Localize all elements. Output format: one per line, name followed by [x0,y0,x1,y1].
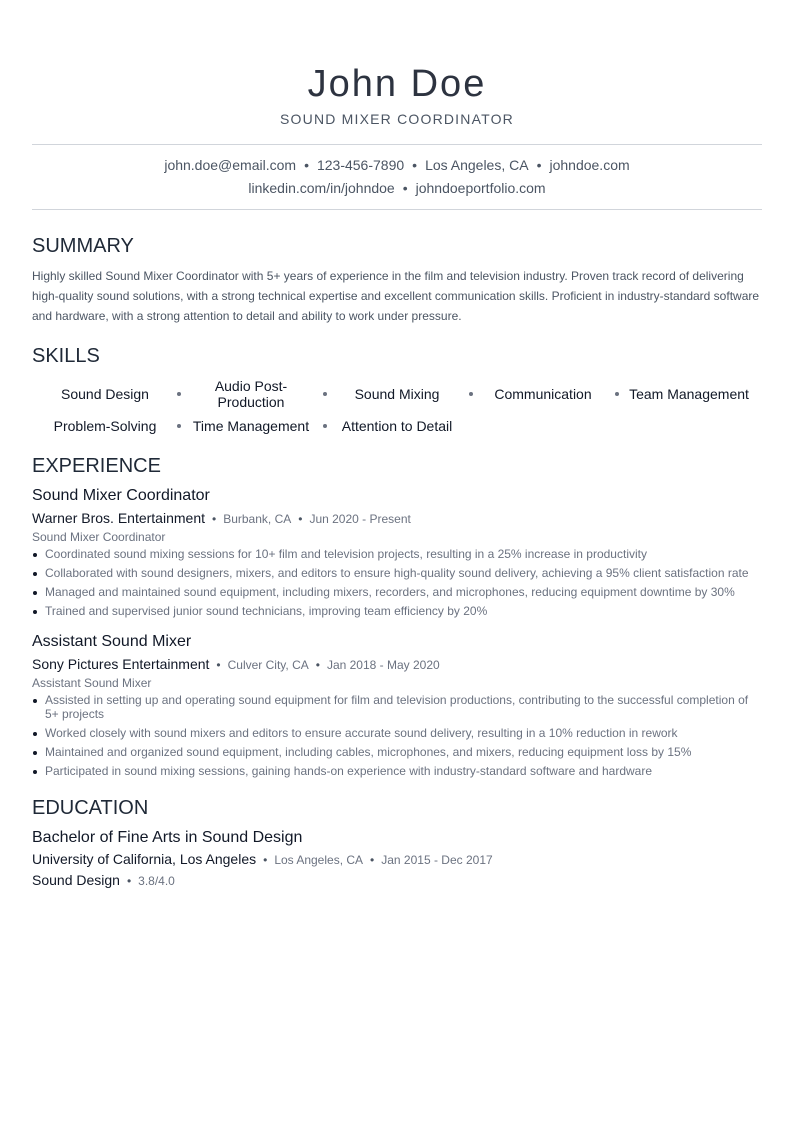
separator-dot: • [126,874,132,888]
phone-number: 123-456-7890 [316,157,405,173]
linkedin-link[interactable]: linkedin.com/in/johndoe [248,180,395,196]
list-item: Managed and maintained sound equipment, including mixers, recorders, and microphones, reducing equipment downtime by 30% [32,585,762,599]
separator-dot: • [216,658,221,672]
contact-info [32,144,762,210]
summary-heading: SUMMARY [32,235,134,257]
skill-item [178,414,324,438]
separator-dot: • [304,157,309,173]
education-section [32,796,762,890]
separator-dot: • [315,658,320,672]
separator-dot: • [412,157,418,173]
candidate-name: John Doe [307,63,487,105]
skill-label: Problem-Solving [53,418,157,434]
skills-section [32,344,762,438]
job-entry [32,486,762,618]
education-heading: EDUCATION [32,797,149,819]
job-subtitle: Sound Mixer Coordinator [32,530,166,544]
job-subtitle: Assistant Sound Mixer [32,676,152,690]
education-dates: Jan 2015 - Dec 2017 [381,853,493,867]
skills-heading: SKILLS [32,345,100,367]
education-meta [32,850,762,869]
job-meta [32,655,762,674]
skill-item [470,378,616,410]
location: Los Angeles, CA [425,157,529,173]
separator-dot: • [212,512,217,526]
school-location: Los Angeles, CA [274,853,364,867]
email-link[interactable]: john.doe@email.com [164,157,297,173]
company-name: Sony Pictures Entertainment [32,656,210,672]
job-bullets [32,693,762,778]
separator-dot: • [298,512,303,526]
skill-label: Team Management [629,386,749,402]
skill-label: Attention to Detail [341,418,453,434]
skill-item [324,414,470,438]
separator-dot: • [263,853,268,867]
skill-label: Sound Mixing [354,386,440,402]
contact-line-1 [32,154,762,177]
company-name: Warner Bros. Entertainment [32,510,205,526]
separator-dot: • [536,157,542,173]
job-meta [32,509,762,528]
list-item: Participated in sound mixing sessions, gaining hands-on experience with industry-standard software and hardware [32,764,762,778]
website-link[interactable]: johndoe.com [549,157,630,173]
skill-item [178,378,324,410]
list-item: Assisted in setting up and operating sound equipment for film and television productions, contributing to the successful completion of 5+ projects [32,693,762,721]
skill-label: Communication [494,386,592,402]
school-name: University of California, Los Angeles [32,851,257,867]
job-dates: Jan 2018 - May 2020 [326,658,440,672]
portfolio-link[interactable]: johndoeportfolio.com [415,180,546,196]
job-entry [32,632,762,778]
job-location: Burbank, CA [223,512,292,526]
skill-label: Time Management [192,418,310,434]
list-item: Worked closely with sound mixers and editors to ensure accurate sound delivery, resulting in a 10% reduction in rework [32,726,762,740]
contact-line-2 [32,177,762,200]
skill-item [32,414,178,438]
skill-label: Audio Post-Production [214,378,288,410]
list-item: Maintained and organized sound equipment, including cables, microphones, and mixers, reducing equipment loss by 15% [32,745,762,759]
job-role: Sound Mixer Coordinator [32,487,210,504]
gpa-value: 3.8/4.0 [138,874,175,888]
education-major-line [32,871,762,890]
list-item: Collaborated with sound designers, mixers, and editors to ensure high-quality sound delivery, achieving a 95% client satisfaction rate [32,566,762,580]
separator-dot: • [370,853,375,867]
skill-item [616,378,762,410]
candidate-title: SOUND MIXER COORDINATOR [280,111,514,127]
degree-title: Bachelor of Fine Arts in Sound Design [32,829,303,846]
summary-text: Highly skilled Sound Mixer Coordinator with 5+ years of experience in the film and television industry. Proven track record of delivering high-quality sound solutions, with a strong technical expertise and excellent communication skills. Proficient in industry-standard software and hardware, with a strong attention to detail and ability to work under pressure. [32,269,760,323]
job-location: Culver City, CA [227,658,309,672]
list-item: Trained and supervised junior sound technicians, improving team efficiency by 20% [32,604,762,618]
skill-item [32,378,178,410]
skills-grid [32,378,762,438]
experience-section [32,454,762,778]
skill-label: Sound Design [61,386,149,402]
job-bullets [32,547,762,618]
summary-section [32,234,762,326]
skill-item [324,378,470,410]
major-name: Sound Design [32,872,120,888]
separator-dot: • [402,180,408,196]
job-dates: Jun 2020 - Present [309,512,411,526]
resume-page [32,0,762,890]
experience-heading: EXPERIENCE [32,455,161,477]
job-role: Assistant Sound Mixer [32,633,192,650]
list-item: Coordinated sound mixing sessions for 10+ film and television projects, resulting in a 25% increase in productivity [32,547,762,561]
